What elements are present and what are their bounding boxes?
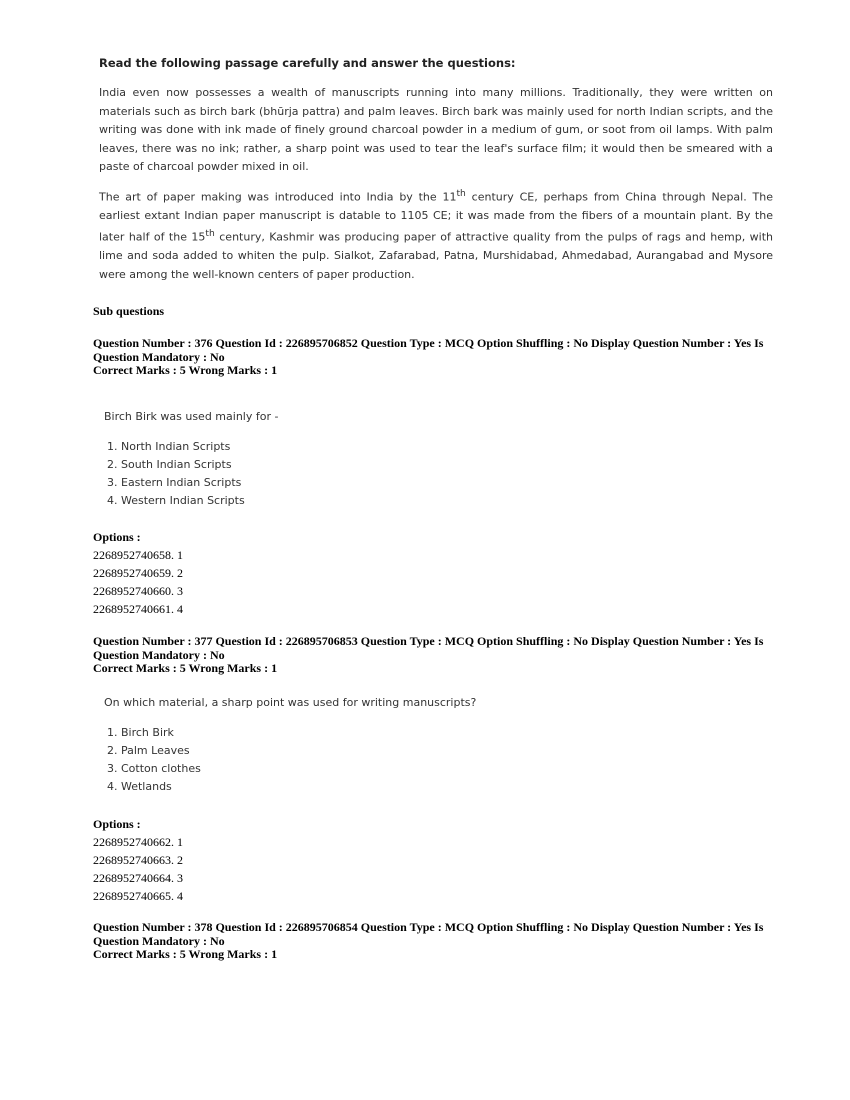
question-378-meta bbox=[93, 921, 773, 962]
question-meta-line2: Question Mandatory : No bbox=[93, 349, 225, 364]
question-marks: Correct Marks : 5 Wrong Marks : 1 bbox=[93, 947, 278, 961]
option-id: 2268952740660. 3 bbox=[93, 584, 183, 598]
question-376-options bbox=[93, 528, 183, 618]
question-marks: Correct Marks : 5 Wrong Marks : 1 bbox=[93, 661, 278, 675]
sub-questions-heading: Sub questions bbox=[93, 304, 165, 318]
passage-heading: Read the following passage carefully and answer the questions: bbox=[99, 56, 516, 70]
options-label: Options : bbox=[93, 817, 141, 831]
para2-text-2: century CE, perhaps from China through Nepal. The earliest extant Indian paper manuscript is datable to 1105 CE; it was made from the fibers of a mountain plant. By the later half of the 15 bbox=[99, 190, 773, 244]
question-376-meta bbox=[93, 337, 773, 378]
choice-item: 3. Cotton clothes bbox=[107, 762, 201, 775]
option-id: 2268952740664. 3 bbox=[93, 871, 183, 885]
question-377-meta bbox=[93, 635, 773, 676]
passage-paragraph-2 bbox=[99, 185, 773, 285]
choice-item: 3. Eastern Indian Scripts bbox=[107, 476, 242, 489]
question-meta-line2: Question Mandatory : No bbox=[93, 933, 225, 948]
option-id: 2268952740661. 4 bbox=[93, 602, 183, 616]
option-id: 2268952740662. 1 bbox=[93, 835, 183, 849]
option-id: 2268952740658. 1 bbox=[93, 548, 183, 562]
choice-item: 4. Wetlands bbox=[107, 780, 172, 793]
para2-text-3: century, Kashmir was producing paper of attractive quality from the pulps of rags and hemp, with lime and soda added to whiten the pulp. Sialkot, Zafarabad, Patna, Murshidabad, Ahmedabad, Aurangabad and Mysore were among the well-known centers of paper production. bbox=[99, 230, 774, 281]
question-377-text: On which material, a sharp point was used for writing manuscripts? bbox=[104, 696, 477, 709]
question-376-text: Birch Birk was used mainly for - bbox=[104, 410, 279, 423]
options-label: Options : bbox=[93, 530, 141, 544]
question-376-choices bbox=[107, 438, 245, 510]
question-meta-line1: Question Number : 376 Question Id : 226895706852 Question Type : MCQ Option Shuffling : No Display Question Number : Yes Is bbox=[93, 336, 764, 350]
question-meta-line1: Question Number : 377 Question Id : 226895706853 Question Type : MCQ Option Shuffling : No Display Question Number : Yes Is bbox=[93, 634, 764, 648]
option-id: 2268952740665. 4 bbox=[93, 889, 183, 903]
choice-item: 4. Western Indian Scripts bbox=[107, 494, 245, 507]
passage-paragraph-1: India even now possesses a wealth of manuscripts running into many millions. Traditionally, they were written on materials such as birch bark (bhūrja pattra) and palm leaves. Birch bark was mainly used for north Indian scripts, and the writing was done with ink made of finely ground charcoal powder in a medium of gum, or soot from oil lamps. With palm leaves, there was no ink; rather, a sharp point was used to tear the leaf's surface film; it would then be smeared with a paste of charcoal powder mixed in oil. bbox=[99, 86, 773, 173]
choice-item: 2. South Indian Scripts bbox=[107, 458, 232, 471]
para2-superscript-1: th bbox=[456, 187, 466, 199]
choice-item: 1. North Indian Scripts bbox=[107, 440, 231, 453]
para2-text-1: The art of paper making was introduced into India by the 11 bbox=[99, 190, 457, 204]
para2-superscript-2: th bbox=[205, 228, 215, 240]
option-id: 2268952740659. 2 bbox=[93, 566, 183, 580]
option-id: 2268952740663. 2 bbox=[93, 853, 183, 867]
passage bbox=[99, 56, 773, 292]
question-meta-line2: Question Mandatory : No bbox=[93, 647, 225, 662]
choice-item: 1. Birch Birk bbox=[107, 726, 174, 739]
question-377-choices bbox=[107, 724, 201, 796]
question-meta-line1: Question Number : 378 Question Id : 226895706854 Question Type : MCQ Option Shuffling : No Display Question Number : Yes Is bbox=[93, 920, 764, 934]
question-marks: Correct Marks : 5 Wrong Marks : 1 bbox=[93, 363, 278, 377]
choice-item: 2. Palm Leaves bbox=[107, 744, 190, 757]
question-377-options bbox=[93, 815, 183, 905]
